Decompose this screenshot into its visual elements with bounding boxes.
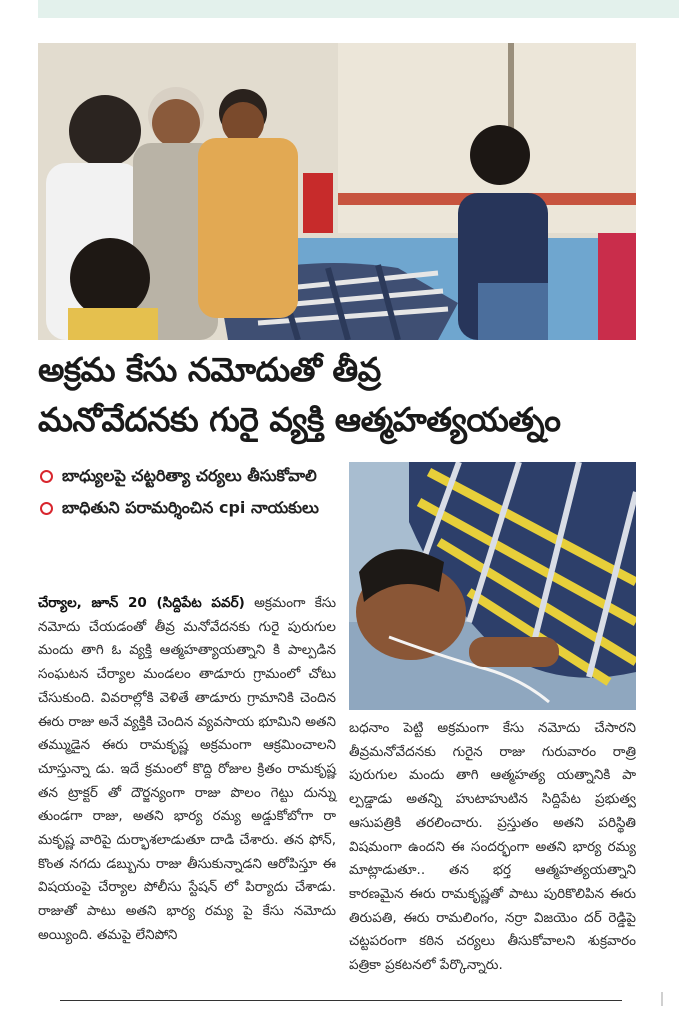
highlight-item bbox=[38, 494, 338, 522]
margin-mark bbox=[661, 992, 663, 1006]
hospital-visit-photo bbox=[38, 43, 636, 340]
patient-photo bbox=[349, 462, 636, 710]
bullet-ring-icon bbox=[40, 502, 53, 515]
headline-line-2: మనోవేదనకు గురై వ్యక్తి ఆత్మహత్యయత్నం bbox=[38, 400, 561, 439]
headline-line-1: అక్రమ కేసు నమోదుతో తీవ్ర bbox=[38, 350, 381, 389]
bottom-divider bbox=[60, 1000, 622, 1001]
bullet-ring-icon bbox=[40, 470, 53, 483]
article-column-1 bbox=[38, 592, 336, 948]
highlight-item bbox=[38, 462, 338, 490]
highlight-text: బాధ్యులపై చట్టరిత్యా చర్యలు తీసుకోవాలి bbox=[62, 466, 317, 485]
highlights-list bbox=[38, 462, 338, 522]
highlight-text: బాధితుని పరామర్శించిన cpi నాయకులు bbox=[62, 498, 319, 517]
article-body-part-1: అక్రమంగా కేసు నమోదు చేయడంతో తీవ్ర మనోవేదనకు గురై పురుగుల మందు తాగి ఓ వ్యక్తి ఆత్మహత్యాయత్నాని కి పాల్పడిన సంఘటన చేర్యాల మండలం తాడూరు గ్రామంలో చోటు చేసుకుంది. వివరాల్లోకి వెళితే తాడూరు గ్రామానికి చెందిన ఈరు రాజు అనే వ్యక్తికి చెందిన వ్యవసాయ భూమిని అతని తమ్ముడైన ఈరు రామకృష్ణ అక్రమంగా ఆక్రమించాలని చూస్తున్నా డు. ఇదే క్రమంలో కొద్ది రోజుల క్రితం రామకృష్ణ తన ట్రాక్టర్ తో దౌర్జన్యంగా రాజు పొలం గెట్టు దున్ను తుండగా రాజు, అతని భార్య రమ్య అడ్డుకోబోగా రా మకృష్ణ వారిపై దుర్భాశలాడుతూ దాడి చేశారు. తన ఫోన్, కొంత నగదు డబ్బును రాజు తీసుకున్నాడని ఆరోపిస్తూ ఈ విషయంపై చేర్యాల పోలీసు స్టేషన్ లో పిర్యాదు చేశాడు. రాజుతో పాటు అతని భార్య రమ్య పై కేసు నమోదు అయ్యింది. తమపై లేనిపోని bbox=[38, 595, 336, 943]
article-dateline: చేర్యాల, జూన్ 20 (సిద్దిపేట పవర్) bbox=[38, 595, 245, 611]
article-body-part-2: బధనాం పెట్టి అక్రమంగా కేసు నమోదు చేసారని తీవ్రమనోవేదనకు గురైన రాజు గురువారం రాత్రి పురుగుల మందు తాగి ఆత్మహత్య యత్నానికి పా ల్పడ్డాడు అతన్ని హుటాహుటిన సిద్దిపేట ప్రభుత్వ ఆసుపత్రికి తరలించారు. ప్రస్తుతం అతని పరిస్థితి విషమంగా ఉందని ఈ సందర్భంగా అతని భార్య రమ్య మాట్లాడుతూ.. తన భర్త ఆత్మహత్యయత్నాని కారణమైన ఈరు రామకృష్ణతో పాటు పురికొలిపిన ఈరు తిరుపతి, ఈరు రామలింగం, నర్రా విజయెం దర్ రెడ్డిపై చట్టపరంగా కఠిన చర్యలు తీసుకోవాలని శుక్రవారం పత్రికా ప్రకటనలో పేర్కొన్నారు. bbox=[349, 720, 636, 974]
article-column-2 bbox=[349, 717, 636, 978]
top-color-band bbox=[38, 0, 679, 18]
